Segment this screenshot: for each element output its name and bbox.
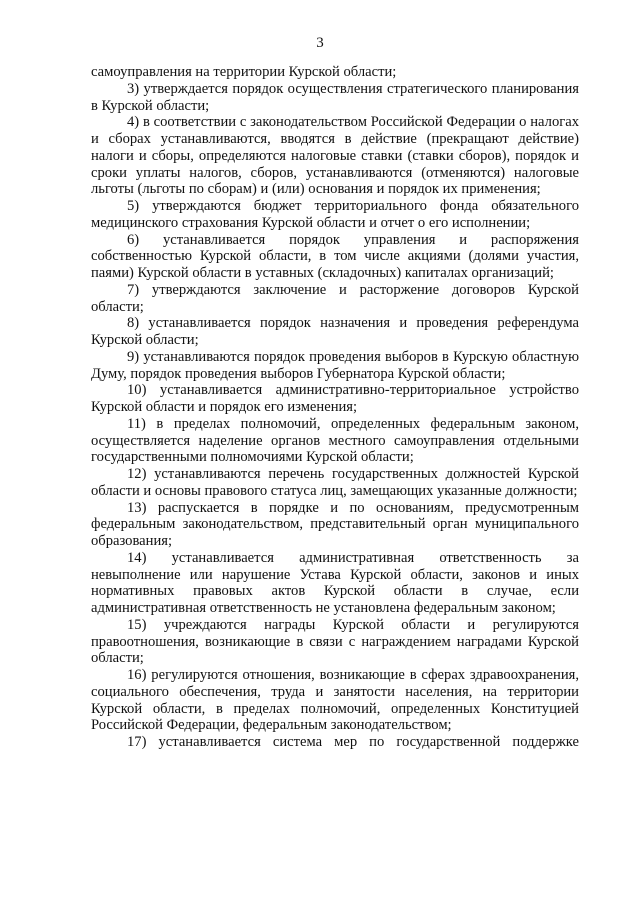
- list-item-10: 10) устанавливается административно-территориальное устройство Курской области и порядок его изменения;: [91, 382, 579, 415]
- list-item-17: 17) устанавливается система мер по государственной поддержке: [127, 734, 579, 750]
- list-item-5: 5) утверждаются бюджет территориального фонда обязательного медицинского страхования Курской области и отчет о его исполнении;: [91, 198, 579, 231]
- list-item-13: 13) распускается в порядке и по основаниям, предусмотренным федеральным законодательством, представительный орган муниципального образования;: [91, 499, 579, 549]
- paragraph-continuation: самоуправления на территории Курской области;: [91, 64, 397, 80]
- list-item-11: 11) в пределах полномочий, определенных федеральным законом, осуществляется наделение органов местного самоуправления отдельными государственными полномочиями Курской области;: [91, 415, 579, 466]
- list-item-8: 8) устанавливается порядок назначения и проведения референдума Курской области;: [91, 315, 579, 348]
- list-item-7: 7) утверждаются заключение и расторжение договоров Курской области;: [91, 281, 579, 315]
- list-item-4: 4) в соответствии с законодательством Российской Федерации о налогах и сборах устанавливаются, вводятся в действие (прекращают действие) налоги и сборы, определяются налоговые ставки (ставки сборов), порядок и сроки уплаты налогов, сборов, устанавливаются (отменяются) налоговые льготы (льготы по сборам) и (или) основания и порядок их применения;: [91, 114, 579, 198]
- document-body: [91, 64, 579, 751]
- list-item-16: 16) регулируются отношения, возникающие в сферах здравоохранения, социального обеспечения, труда и занятости населения, на территории Курской области, в пределах полномочий, определенных Конституцией Российской Федерации, федеральным законодательством;: [91, 667, 579, 734]
- list-item-14: 14) устанавливается административная ответственность за невыполнение или нарушение Устава Курской области, законов и иных нормативных правовых актов Курской области в случае, если административная ответственность не установлена федеральным законом;: [91, 549, 579, 616]
- list-item-9: 9) устанавливаются порядок проведения выборов в Курскую областную Думу, порядок проведения выборов Губернатора Курской области;: [91, 348, 579, 382]
- list-item-15: 15) учреждаются награды Курской области и регулируются правоотношения, возникающие в связи с награждением наградами Курской области;: [91, 616, 579, 667]
- list-item-6: 6) устанавливается порядок управления и распоряжения собственностью Курской области, в том числе акциями (долями участия, паями) Курской области в уставных (складочных) капиталах организаций;: [91, 231, 579, 281]
- list-item-3: 3) утверждается порядок осуществления стратегического планирования в Курской области;: [91, 80, 579, 114]
- list-item-12: 12) устанавливаются перечень государственных должностей Курской области и основы правового статуса лиц, замещающих указанные должности;: [91, 466, 579, 499]
- page-number: 3: [316, 35, 324, 51]
